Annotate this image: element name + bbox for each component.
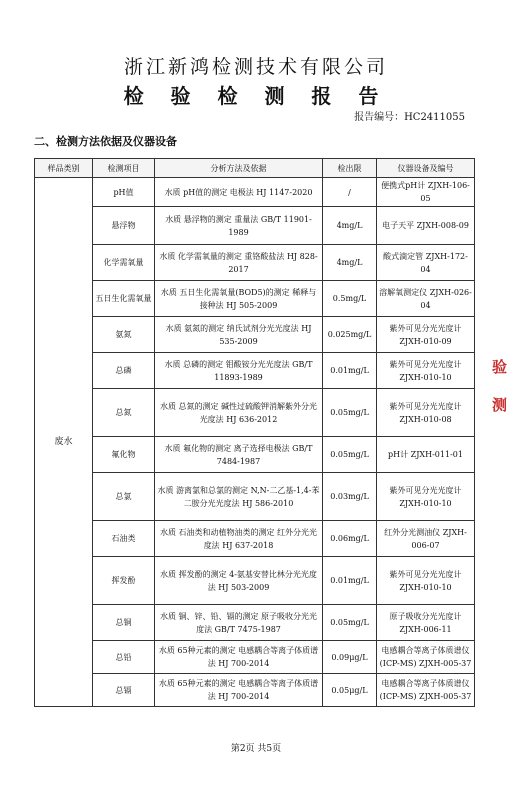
instrument-cell: 紫外可见分光光度计 ZJXH-010-08	[377, 389, 475, 437]
section-title: 二、检测方法依据及仪器设备	[34, 135, 177, 148]
method-cell: 水质 总磷的测定 钼酸铵分光光度法 GB/T 11893-1989	[155, 353, 323, 389]
detection-limit-cell: 0.05mg/L	[323, 605, 377, 641]
instrument-cell: 紫外可见分光光度计 ZJXH-010-10	[377, 353, 475, 389]
test-item-cell: pH值	[93, 178, 155, 207]
method-cell: 水质 悬浮物的测定 重量法 GB/T 11901-1989	[155, 207, 323, 245]
column-header: 仪器设备及编号	[377, 159, 475, 178]
detection-limit-cell: 0.025mg/L	[323, 317, 377, 353]
test-item-cell: 五日生化需氧量	[93, 281, 155, 317]
table-row	[35, 641, 475, 674]
method-cell: 水质 氟化物的测定 离子选择电极法 GB/T 7484-1987	[155, 437, 323, 473]
report-number: 报告编号：HC2411055	[354, 112, 465, 123]
column-header: 检测项目	[93, 159, 155, 178]
report-title: 检 验 检 测 报 告	[123, 84, 389, 108]
instrument-cell: 电感耦合等离子体质谱仪(ICP-MS) ZJXH-005-37	[377, 641, 475, 674]
detection-limit-cell: 0.05μg/L	[323, 674, 377, 707]
test-item-cell: 总氯	[93, 473, 155, 521]
table-row	[35, 389, 475, 437]
test-item-cell: 石油类	[93, 521, 155, 557]
table-row	[35, 245, 475, 281]
column-header: 样品类别	[35, 159, 93, 178]
detection-limit-cell: 0.01mg/L	[323, 353, 377, 389]
instrument-cell: 紫外可见分光光度计 ZJXH-010-10	[377, 557, 475, 605]
method-cell: 水质 总氮的测定 碱性过硫酸钾消解紫外分光光度法 HJ 636-2012	[155, 389, 323, 437]
test-item-cell: 总镉	[93, 674, 155, 707]
method-cell: 水质 石油类和动植物油类的测定 红外分光光度法 HJ 637-2018	[155, 521, 323, 557]
method-cell: 水质 铜、锌、铅、镉的测定 原子吸收分光光度法 GB/T 7475-1987	[155, 605, 323, 641]
table-row	[35, 317, 475, 353]
detection-limit-cell: 0.03mg/L	[323, 473, 377, 521]
detection-limit-cell: 4mg/L	[323, 207, 377, 245]
company-name: 浙江新鸿检测技术有限公司	[123, 56, 388, 78]
detection-limit-cell: 0.09μg/L	[323, 641, 377, 674]
instrument-cell: 便携式pH计 ZJXH-106-05	[377, 178, 475, 207]
page-footer: 第2页 共5页	[230, 744, 282, 754]
test-item-cell: 总铜	[93, 605, 155, 641]
table-row	[35, 521, 475, 557]
instrument-cell: 红外分光测油仪 ZJXH-006-07	[377, 521, 475, 557]
test-item-cell: 总氮	[93, 389, 155, 437]
sample-category-cell: 废水	[35, 178, 93, 707]
table-row	[35, 437, 475, 473]
instrument-cell: 紫外可见分光光度计 ZJXH-010-09	[377, 317, 475, 353]
table-row	[35, 605, 475, 641]
stamp-mark: 验测	[492, 358, 508, 414]
table-row	[35, 557, 475, 605]
table-header-row	[35, 159, 475, 178]
method-cell: 水质 65种元素的测定 电感耦合等离子体质谱法 HJ 700-2014	[155, 674, 323, 707]
table-row	[35, 353, 475, 389]
method-cell: 水质 65种元素的测定 电感耦合等离子体质谱法 HJ 700-2014	[155, 641, 323, 674]
instrument-cell: 电感耦合等离子体质谱仪(ICP-MS) ZJXH-005-37	[377, 674, 475, 707]
table-row	[35, 674, 475, 707]
test-item-cell: 挥发酚	[93, 557, 155, 605]
instrument-cell: 紫外可见分光光度计 ZJXH-010-10	[377, 473, 475, 521]
test-item-cell: 总磷	[93, 353, 155, 389]
table-row	[35, 281, 475, 317]
detection-limit-cell: 0.01mg/L	[323, 557, 377, 605]
detection-limit-cell: 4mg/L	[323, 245, 377, 281]
instrument-cell: pH计 ZJXH-011-01	[377, 437, 475, 473]
detection-limit-cell: /	[323, 178, 377, 207]
detection-limit-cell: 0.5mg/L	[323, 281, 377, 317]
method-cell: 水质 游离氯和总氯的测定 N,N-二乙基-1,4-苯二胺分光光度法 HJ 586-2010	[155, 473, 323, 521]
instrument-cell: 电子天平 ZJXH-008-09	[377, 207, 475, 245]
methods-table	[34, 158, 475, 707]
detection-limit-cell: 0.05mg/L	[323, 389, 377, 437]
method-cell: 水质 氨氮的测定 纳氏试剂分光光度法 HJ 535-2009	[155, 317, 323, 353]
column-header: 检出限	[323, 159, 377, 178]
test-item-cell: 总铅	[93, 641, 155, 674]
detection-limit-cell: 0.06mg/L	[323, 521, 377, 557]
instrument-cell: 原子吸收分光光度计 ZJXH-006-11	[377, 605, 475, 641]
table-row	[35, 207, 475, 245]
test-item-cell: 悬浮物	[93, 207, 155, 245]
column-header: 分析方法及依据	[155, 159, 323, 178]
test-item-cell: 化学需氧量	[93, 245, 155, 281]
test-item-cell: 氨氮	[93, 317, 155, 353]
test-item-cell: 氟化物	[93, 437, 155, 473]
instrument-cell: 酸式滴定管 ZJXH-172-04	[377, 245, 475, 281]
method-cell: 水质 pH值的测定 电极法 HJ 1147-2020	[155, 178, 323, 207]
method-cell: 水质 五日生化需氧量(BOD5)的测定 稀释与接种法 HJ 505-2009	[155, 281, 323, 317]
table-row	[35, 178, 475, 207]
table-row	[35, 473, 475, 521]
method-cell: 水质 化学需氧量的测定 重铬酸盐法 HJ 828-2017	[155, 245, 323, 281]
method-cell: 水质 挥发酚的测定 4-氨基安替比林分光光度法 HJ 503-2009	[155, 557, 323, 605]
instrument-cell: 溶解氧测定仪 ZJXH-026-04	[377, 281, 475, 317]
detection-limit-cell: 0.05mg/L	[323, 437, 377, 473]
